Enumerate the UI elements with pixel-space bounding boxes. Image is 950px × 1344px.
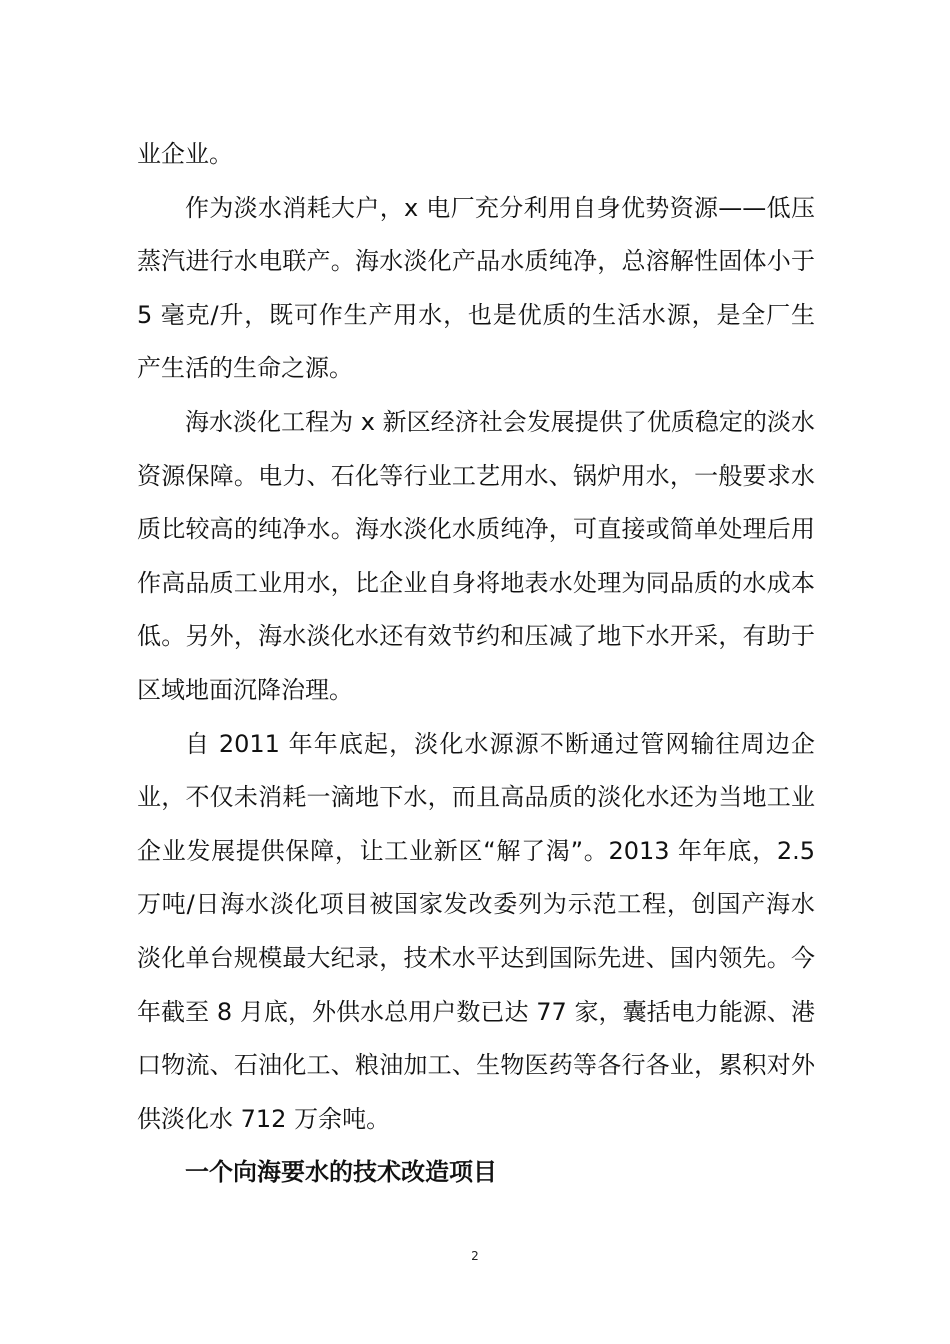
paragraph-continuation: 业企业。	[137, 140, 233, 168]
page-number: 2	[471, 1249, 479, 1263]
paragraph-history: 自 2011 年年底起，淡化水源源不断通过管网输往周边企业，不仅未消耗一滴地下水，而且高品质的淡化水还为当地工业企业发展提供保障，让工业新区“解了渴”。2013 年年底，2.5 万吨/日海水淡化项目被国家发改委列为示范工程，创国产海水淡化单台规模最大纪录，技术水平达到国际先进、国内领先。今年截至 8 月底，外供水总用户数已达 77 家，囊括电力能源、港口物流、石油化工、粮油加工、生物医药等各行各业，累积对外供淡化水 712 万余吨。	[137, 729, 815, 1133]
document-body	[137, 128, 815, 1200]
paragraph-water-supply: 海水淡化工程为 x 新区经济社会发展提供了优质稳定的淡水资源保障。电力、石化等行业工艺用水、锅炉用水，一般要求水质比较高的纯净水。海水淡化水质纯净，可直接或简单处理后用作高品质工业用水，比企业自身将地表水处理为同品质的水成本低。另外，海水淡化水还有效节约和压减了地下水开采，有助于区域地面沉降治理。	[137, 407, 815, 704]
section-heading: 一个向海要水的技术改造项目	[185, 1158, 497, 1187]
paragraph-power-plant: 作为淡水消耗大户，x 电厂充分利用自身优势资源——低压蒸汽进行水电联产。海水淡化产品水质纯净，总溶解性固体小于 5 毫克/升，既可作生产用水，也是优质的生活水源，是全厂生产生活的生命之源。	[137, 193, 815, 383]
